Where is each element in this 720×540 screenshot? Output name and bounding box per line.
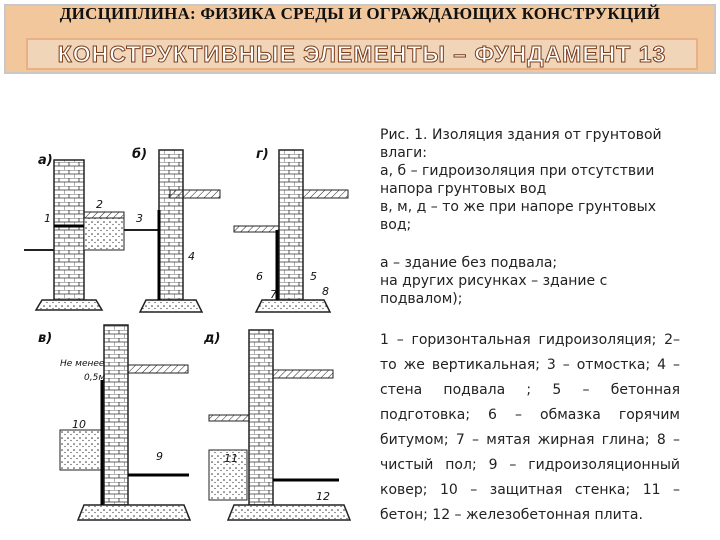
foundation-drawings xyxy=(24,130,354,530)
number-4: 4 xyxy=(188,250,195,263)
caption-line-others: на других рисунках – здание с подвалом); xyxy=(380,273,608,307)
number-12: 12 xyxy=(316,490,330,503)
panel-label-a: а) xyxy=(38,153,53,168)
number-6: 6 xyxy=(256,270,263,283)
caption-title: Рис. 1. Изоляция здания от грунтовой влаги: xyxy=(380,127,662,161)
spacer xyxy=(380,234,680,254)
drawing-v xyxy=(234,150,348,312)
caption-line-vgd: в, м, д – то же при напоре грунтовых вод; xyxy=(380,199,657,233)
panel-label-d: д) xyxy=(204,331,221,346)
number-7: 7 xyxy=(270,288,277,301)
number-8: 8 xyxy=(322,285,329,298)
caption-legend: 1 – горизонтальная гидроизоляция; 2– то же вертикальная; 3 – отмостка; 4 – стена подвала ; 5 – бетонная подготовка; 6 – обмазка горячим битумом; 7 – мятая жирная глина; 8 – чистый пол; 9 – гидроизоляционный ковер; 10 – защитная стенка; 11 – бетон; 12 – железобетонная плита. xyxy=(380,332,680,523)
panel-label-v: в) xyxy=(38,331,53,346)
level-label-min: Не менее xyxy=(60,359,105,369)
figure-caption xyxy=(380,126,680,528)
spacer xyxy=(380,308,680,328)
drawing-b xyxy=(124,150,220,312)
number-3: 3 xyxy=(136,212,143,225)
number-2: 2 xyxy=(96,198,103,211)
number-10: 10 xyxy=(72,418,86,431)
number-11: 11 xyxy=(224,452,238,465)
drawing-a xyxy=(24,160,124,310)
caption-line-ab: а, б – гидроизоляция при отсутствии напора грунтовых вод xyxy=(380,163,655,197)
level-label-value: 0,5м xyxy=(84,373,106,383)
panel-label-g: г) xyxy=(256,147,269,162)
number-5: 5 xyxy=(310,270,317,283)
slide-title: КОНСТРУКТИВНЫЕ ЭЛЕМЕНТЫ – ФУНДАМЕНТ 13 xyxy=(26,38,698,70)
number-9: 9 xyxy=(156,450,163,463)
number-1: 1 xyxy=(44,212,51,225)
caption-line-a: а – здание без подвала; xyxy=(380,255,558,271)
panel-label-b: б) xyxy=(132,147,148,162)
discipline-heading: ДИСЦИПЛИНА: ФИЗИКА СРЕДЫ И ОГРАЖДАЮЩИХ КОНСТРУКЦИЙ xyxy=(59,4,661,23)
